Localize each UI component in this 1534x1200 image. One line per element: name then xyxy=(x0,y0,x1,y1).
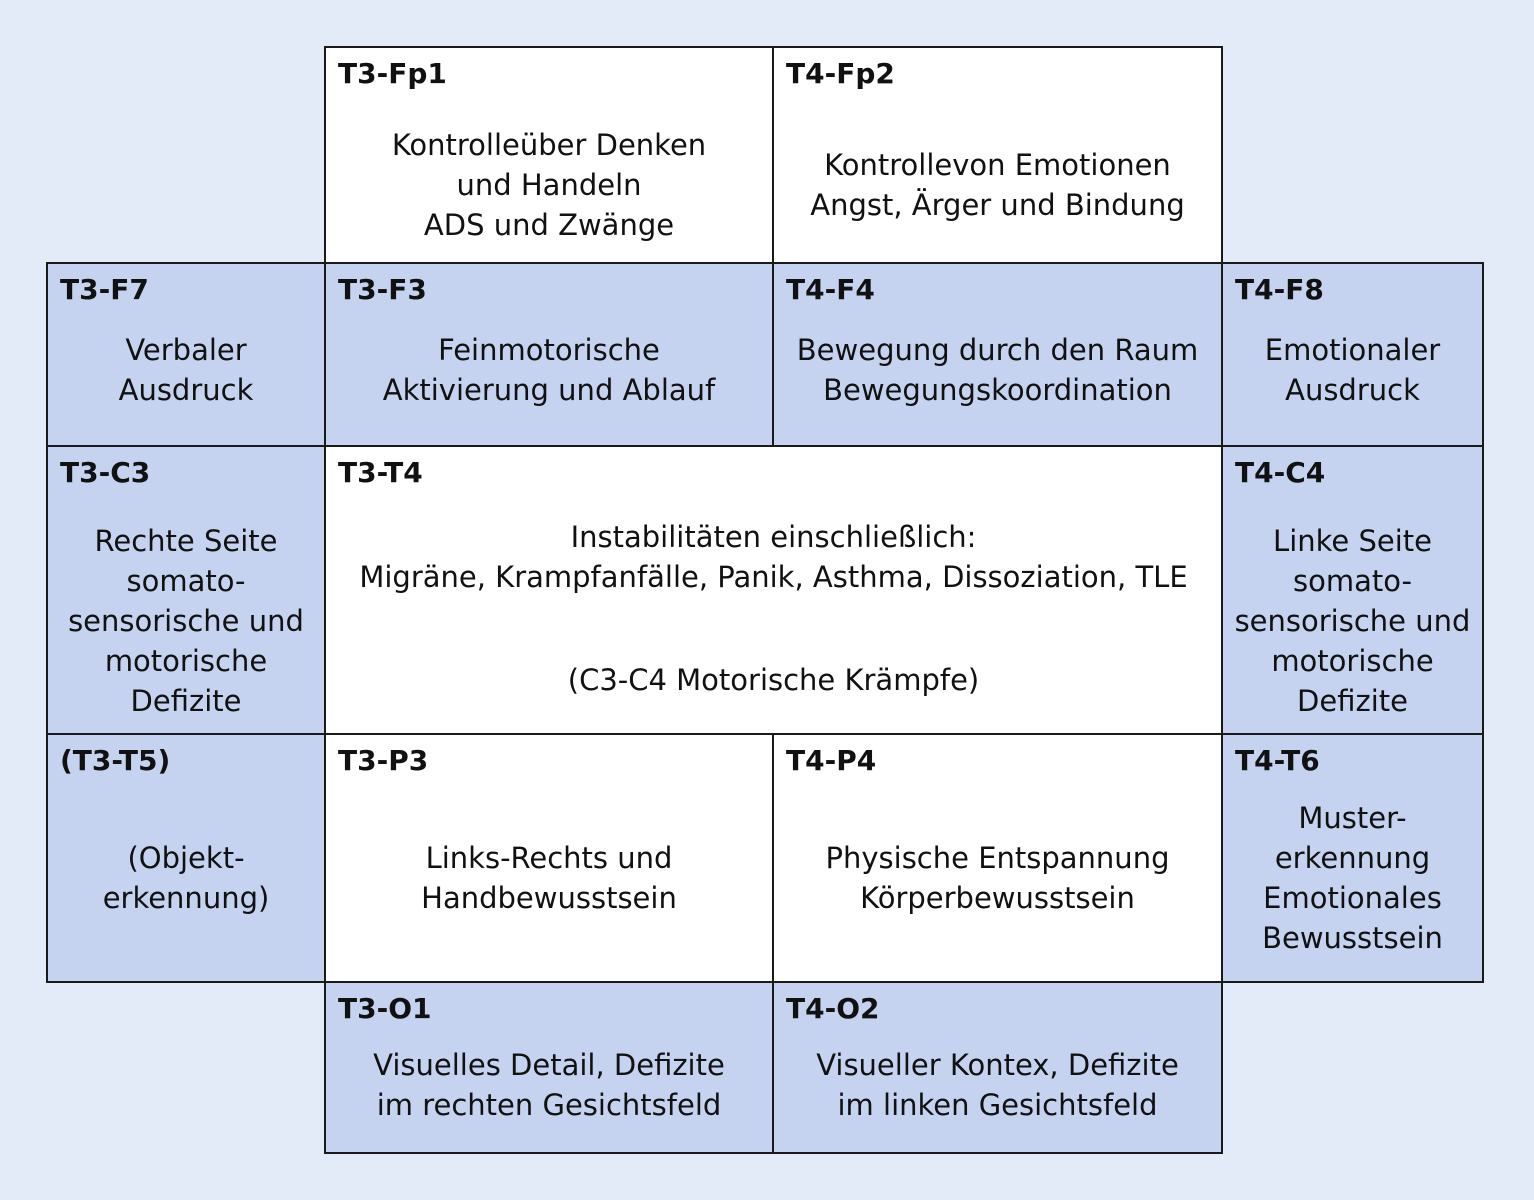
text-line: Linke Seite xyxy=(1273,524,1432,558)
cell-text xyxy=(326,1045,772,1125)
cell-text xyxy=(774,838,1221,918)
text-line: Instabilitäten einschließlich: xyxy=(570,520,977,554)
text-line: Kontrollevon Emotionen xyxy=(824,148,1171,182)
text-line: erkennung) xyxy=(102,881,270,915)
cell-t4-fp2 xyxy=(772,46,1223,264)
text-line: im rechten Gesichtsfeld xyxy=(376,1088,722,1122)
text-line: sensorische und xyxy=(1234,604,1471,638)
text-line: motorische xyxy=(104,644,268,678)
text-line: Rechte Seite xyxy=(94,524,278,558)
text-line: ADS und Zwänge xyxy=(423,208,675,242)
text-line: Körperbewusstsein xyxy=(860,881,1135,915)
cell-code: T4-T6 xyxy=(1235,744,1320,777)
cell-text xyxy=(326,330,772,410)
text-line: (C3-C4 Motorische Krämpfe) xyxy=(567,663,980,697)
cell-code: T3-F7 xyxy=(60,273,149,306)
cell-t3-fp1 xyxy=(324,46,774,264)
cell-t4-f4 xyxy=(772,262,1223,447)
cell-text xyxy=(326,125,772,245)
cell-text xyxy=(48,838,324,918)
cell-code: (T3-T5) xyxy=(60,744,171,777)
text-line: Aktivierung und Ablauf xyxy=(382,373,716,407)
cell-code: T3-F3 xyxy=(338,273,427,306)
text-line: sensorische und xyxy=(68,604,304,638)
cell-code: T3-C3 xyxy=(60,456,151,489)
cell-code: T3-Fp1 xyxy=(338,57,447,90)
text-line: Ausdruck xyxy=(1285,373,1420,407)
cell-text xyxy=(1223,798,1482,958)
cell-code: T3-P3 xyxy=(338,744,429,777)
text-line: Angst, Ärger und Bindung xyxy=(810,188,1185,222)
text-line: Bewusstsein xyxy=(1262,921,1443,955)
text-line: Migräne, Krampfanfälle, Panik, Asthma, Dissoziation, TLE xyxy=(359,560,1188,594)
text-line: Emotionaler xyxy=(1264,333,1441,367)
text-line: und Handeln xyxy=(456,168,642,202)
cell-note xyxy=(326,660,1221,700)
cell-text xyxy=(48,521,324,721)
cell-code: T4-O2 xyxy=(786,992,880,1025)
cell-code: T4-C4 xyxy=(1235,456,1326,489)
text-line: Defizite xyxy=(130,684,242,718)
text-line: somato- xyxy=(1293,564,1412,598)
text-line: Kontrolleüber Denken xyxy=(391,128,707,162)
text-line: Visueller Kontex, Defizite xyxy=(816,1048,1179,1082)
cell-text xyxy=(1223,521,1482,721)
cell-t3-t4 xyxy=(324,445,1223,735)
cell-t4-t6 xyxy=(1221,733,1484,983)
cell-t3-f7 xyxy=(46,262,326,447)
cell-code: T4-F4 xyxy=(786,273,875,306)
cell-t4-o2 xyxy=(772,981,1223,1154)
text-line: somato- xyxy=(126,564,246,598)
text-line: (Objekt- xyxy=(127,841,245,875)
text-line: Feinmotorische xyxy=(438,333,660,367)
cell-code: T4-P4 xyxy=(786,744,877,777)
cell-t3-t5 xyxy=(46,733,326,983)
text-line: Emotionales xyxy=(1263,881,1442,915)
text-line: Links-Rechts und xyxy=(425,841,673,875)
text-line: Ausdruck xyxy=(118,373,254,407)
cell-t4-c4 xyxy=(1221,445,1484,735)
text-line: im linken Gesichtsfeld xyxy=(837,1088,1158,1122)
cell-t4-p4 xyxy=(772,733,1223,983)
cell-code: T4-F8 xyxy=(1235,273,1324,306)
cell-text xyxy=(326,517,1221,597)
text-line: erkennung xyxy=(1274,841,1431,875)
text-line: Physische Entspannung xyxy=(825,841,1170,875)
cell-text xyxy=(774,330,1221,410)
text-line: Muster- xyxy=(1298,801,1407,835)
cell-text xyxy=(774,145,1221,225)
text-line: Verbaler xyxy=(125,333,247,367)
text-line: Defizite xyxy=(1297,684,1408,718)
text-line: motorische xyxy=(1271,644,1434,678)
text-line: Visuelles Detail, Defizite xyxy=(373,1048,725,1082)
cell-text xyxy=(774,1045,1221,1125)
cell-t4-f8 xyxy=(1221,262,1484,447)
cell-text xyxy=(326,838,772,918)
cell-t3-f3 xyxy=(324,262,774,447)
cell-t3-c3 xyxy=(46,445,326,735)
cell-t3-o1 xyxy=(324,981,774,1154)
cell-code: T3-T4 xyxy=(338,456,423,489)
text-line: Handbewusstsein xyxy=(421,881,677,915)
cell-t3-p3 xyxy=(324,733,774,983)
cell-code: T4-Fp2 xyxy=(786,57,895,90)
text-line: Bewegung durch den Raum xyxy=(796,333,1199,367)
cell-text xyxy=(48,330,324,410)
text-line: Bewegungskoordination xyxy=(823,373,1172,407)
cell-code: T3-O1 xyxy=(338,992,432,1025)
cell-text xyxy=(1223,330,1482,410)
